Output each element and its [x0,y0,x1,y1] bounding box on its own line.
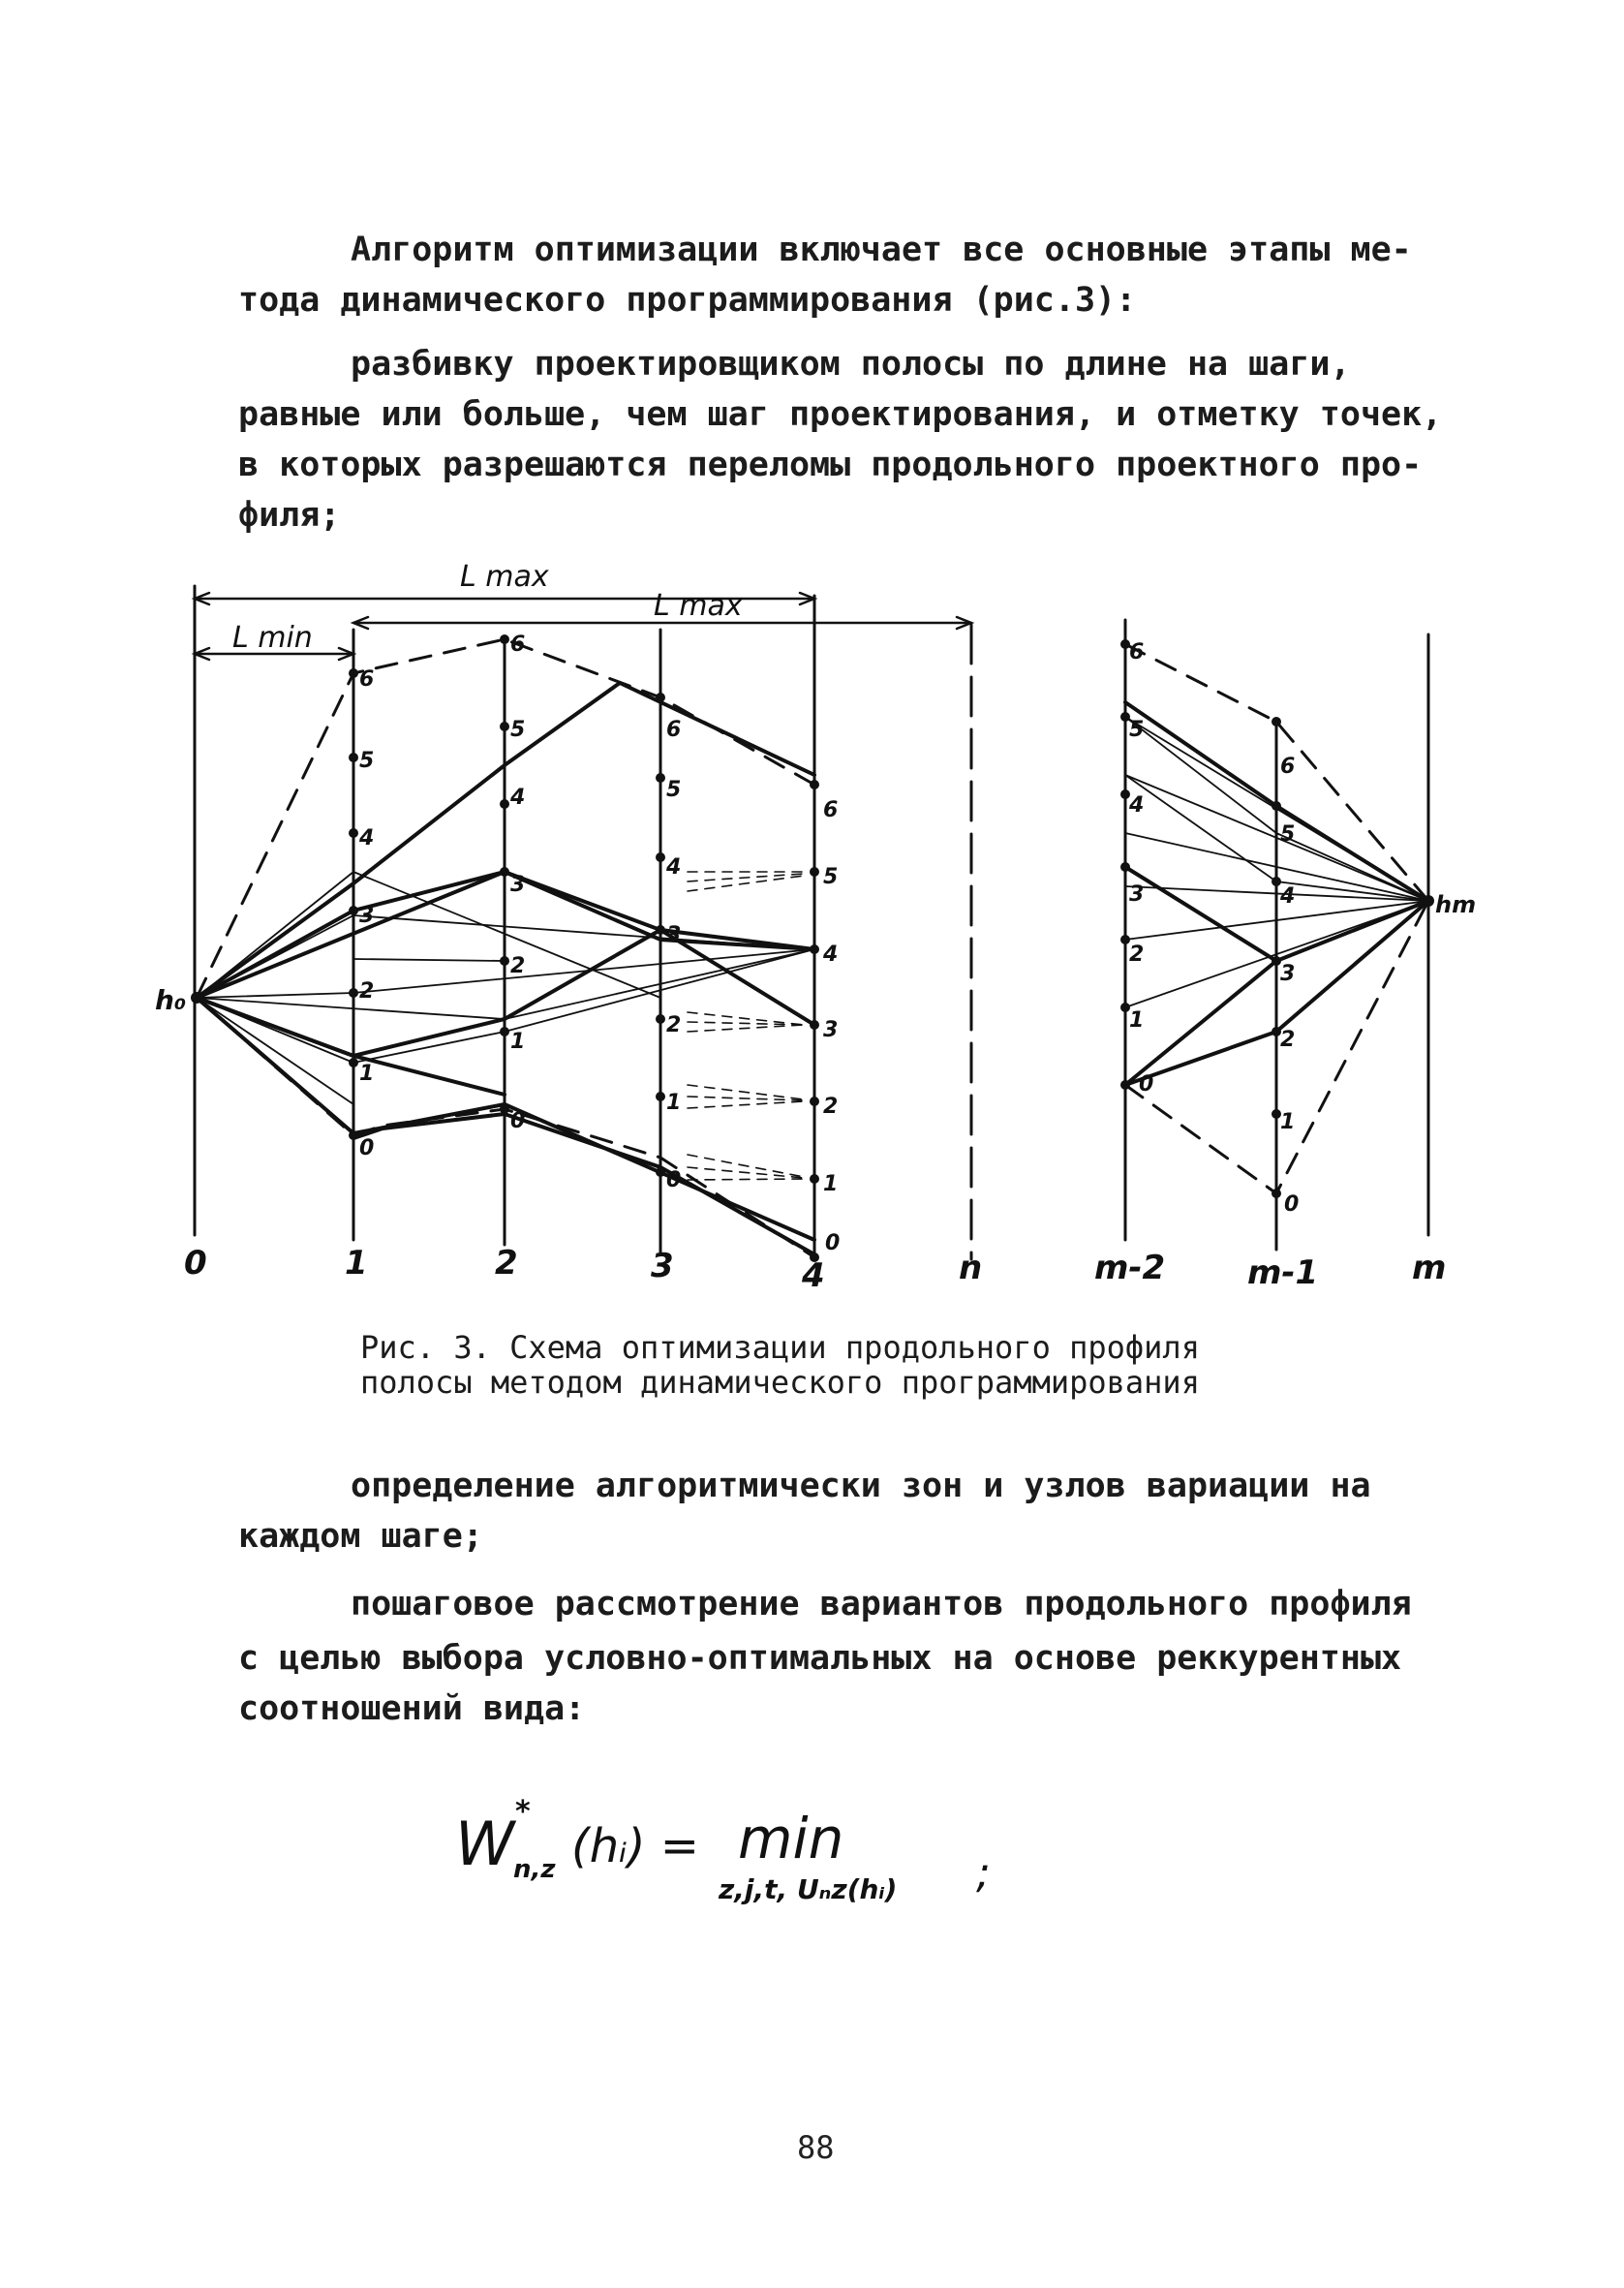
node-label-c4-6: 6 [823,798,839,822]
node-label-c2-0: 0 [510,1109,526,1133]
node-label-c1-3: 3 [359,904,375,928]
node-label-cm1-2: 2 [1280,1028,1296,1052]
node-label-cm2-1: 1 [1129,1008,1145,1033]
node-label-c1-1: 1 [359,1062,375,1086]
paragraph-2-line-3: в которых разрешаются переломы продольного проектного про- [238,446,1423,484]
x-label-2: 2 [495,1244,518,1283]
node-label-cm2-4: 4 [1129,793,1145,818]
paragraph-4-line-3: соотношений вида: [238,1689,586,1728]
x-label-m2: m-2 [1094,1249,1166,1287]
formula-lhs-sup: * [515,1795,531,1829]
x-label-n: n [959,1249,983,1287]
node-label-c2-5: 5 [510,718,526,742]
node-label-c4-4: 4 [823,943,839,967]
paragraph-4-line-2: с целью выбора условно-оптимальных на основе реккурентных [238,1639,1402,1678]
paragraph-1-line-2: тода динамического программирования (рис.3): [238,281,1137,320]
node-label-c1-5: 5 [359,749,375,773]
end-label-hm: hm [1435,891,1477,918]
x-label-m1: m-1 [1247,1253,1319,1292]
formula-min-sub: z,j,t, Uₙz(hᵢ) [719,1873,898,1905]
x-label-m: m [1412,1249,1447,1287]
node-label-cm1-4: 4 [1280,884,1296,909]
node-label-c2-2: 2 [510,954,526,978]
node-label-c2-4: 4 [510,786,526,810]
node-label-c3-1: 1 [666,1091,682,1115]
node-label-c4-3: 3 [823,1018,839,1042]
node-label-c3-3: 3 [666,923,682,947]
node-label-c2-6: 6 [510,633,526,657]
paragraph-4-line-1: пошаговое рассмотрение вариантов продольного профиля [351,1585,1412,1623]
x-label-0: 0 [184,1244,207,1283]
node-label-cm1-6: 6 [1280,755,1296,779]
node-label-c1-2: 2 [359,979,375,1004]
node-label-cm2-3: 3 [1129,882,1145,907]
dim-label-lmax-inner: L max [654,589,743,623]
dim-label-lmin: L min [232,621,313,655]
node-label-cm2-6: 6 [1129,640,1145,665]
node-label-c1-6: 6 [359,667,375,692]
figure-caption-line-2: полосы методом динамического программирования [360,1364,1200,1401]
x-label-4: 4 [802,1256,825,1295]
node-label-cm1-3: 3 [1280,962,1296,986]
node-label-c3-6: 6 [666,718,682,742]
formula-min: min [738,1806,844,1871]
node-label-c2-3: 3 [510,873,526,897]
paragraph-1-line-1: Алгоритм оптимизации включает все основные этапы ме- [351,231,1412,269]
node-label-c3-4: 4 [666,855,682,880]
x-label-1: 1 [345,1244,368,1283]
node-label-cm1-0: 0 [1284,1192,1300,1217]
page-number: 88 [797,2129,835,2166]
paragraph-2-line-1: разбивку проектировщиком полосы по длине на шаги, [351,345,1351,384]
node-label-c4-1: 1 [823,1172,839,1196]
formula-lhs: W [455,1809,515,1879]
node-label-c4-0: 0 [825,1231,841,1255]
node-label-c3-2: 2 [666,1013,682,1037]
start-label-h0: h₀ [155,984,187,1016]
formula-lhs-sub: n,z [513,1855,556,1884]
node-label-c3-0: 0 [666,1168,682,1192]
node-label-cm2-5: 5 [1129,718,1145,742]
node-label-c4-2: 2 [823,1095,839,1119]
x-label-3: 3 [651,1247,674,1285]
paragraph-2-line-4: филя; [238,496,341,535]
node-label-c2-1: 1 [510,1030,526,1054]
node-label-c1-0: 0 [359,1136,375,1160]
formula-lhs-arg: (hᵢ) = [571,1819,699,1873]
node-label-c4-5: 5 [823,865,839,889]
figure-3-diagram [0,542,1624,1317]
paragraph-3-line-2: каждом шаге; [238,1517,483,1556]
dim-label-lmax-outer: L max [460,560,549,594]
paragraph-3-line-1: определение алгоритмически зон и узлов вариации на [351,1467,1371,1505]
paragraph-2-line-2: равные или больше, чем шаг проектирования, и отметку точек, [238,395,1443,434]
node-label-cm1-5: 5 [1280,822,1296,847]
node-label-cm1-1: 1 [1280,1110,1296,1134]
node-label-c1-4: 4 [359,826,375,850]
formula-trail: ; [976,1848,991,1898]
figure-caption-line-1: Рис. 3. Схема оптимизации продольного профиля [360,1329,1200,1366]
node-label-cm2-0: 0 [1139,1072,1154,1097]
recurrence-formula [445,1773,1123,1928]
node-label-cm2-2: 2 [1129,943,1145,967]
node-label-c3-5: 5 [666,778,682,802]
